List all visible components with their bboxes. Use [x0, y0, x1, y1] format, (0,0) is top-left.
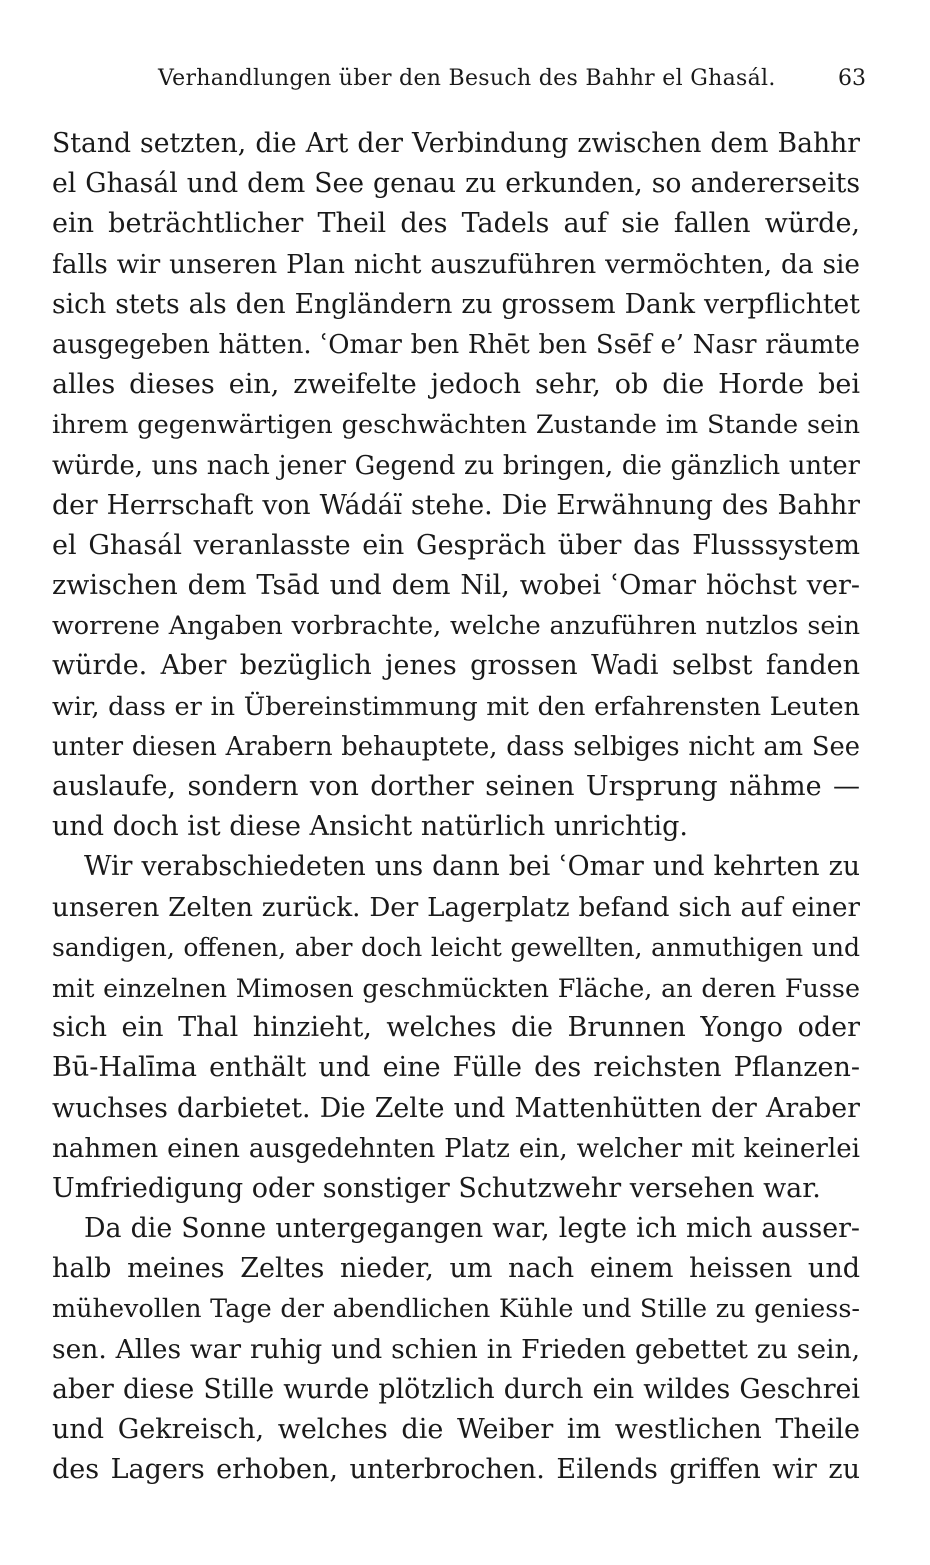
- text-line: sich ein Thal hinzieht, welches die Brunnen Yongo oder: [52, 1012, 860, 1044]
- text-line: halb meines Zeltes nieder, um nach einem heissen und: [52, 1253, 860, 1285]
- text-line: Bū-Halīma enthält und eine Fülle des reichsten Pflanzen-: [52, 1052, 860, 1084]
- text-line: aber diese Stille wurde plötzlich durch ein wildes Geschrei: [52, 1373, 860, 1405]
- text-line: Stand setzten, die Art der Verbindung zwischen dem Bahhr: [52, 128, 860, 159]
- text-line: Da die Sonne untergegangen war, legte ich mich ausser-: [84, 1213, 860, 1245]
- text-line: unseren Zelten zurück. Der Lagerplatz befand sich auf einer: [52, 892, 860, 923]
- text-line: ausgegeben hätten. ʿOmar ben Rhēt ben Ssēf e’ Nasr räumte: [52, 329, 860, 360]
- text-line: sandigen, offenen, aber doch leicht gewellten, anmuthigen und: [52, 932, 860, 962]
- text-line: el Ghasál und dem See genau zu erkunden, so andererseits: [52, 168, 860, 200]
- text-line: und Gekreisch, welches die Weiber im westlichen Theile: [52, 1414, 860, 1445]
- paragraph-1: [52, 124, 860, 847]
- body-text: [52, 124, 860, 1490]
- text-line: und doch ist diese Ansicht natürlich unrichtig.: [52, 811, 689, 843]
- text-line: unter diesen Arabern behauptete, dass selbiges nicht am See: [52, 731, 860, 762]
- text-line: auslaufe, sondern von dorther seinen Ursprung nähme —: [52, 771, 860, 802]
- text-line: würde, uns nach jener Gegend zu bringen, die gänzlich unter: [52, 450, 860, 481]
- text-line: mit einzelnen Mimosen geschmückten Fläche, an deren Fusse: [52, 972, 860, 1003]
- text-line: zwischen dem Tsād und dem Nil, wobei ʿOmar höchst ver-: [52, 570, 860, 602]
- text-line: nahmen einen ausgedehnten Platz ein, welcher mit keinerlei: [52, 1133, 860, 1164]
- text-line: ihrem gegenwärtigen geschwächten Zustande im Stande sein: [52, 410, 860, 441]
- text-line: des Lagers erhoben, unterbrochen. Eilends griffen wir zu: [52, 1454, 860, 1486]
- paragraph-2: [52, 847, 860, 1209]
- text-line: der Herrschaft von Wádáï stehe. Die Erwähnung des Bahhr: [52, 489, 860, 521]
- paragraph-3: [52, 1209, 860, 1490]
- running-head: Verhandlungen über den Besuch des Bahhr el Ghasál.: [158, 66, 776, 91]
- text-line: alles dieses ein, zweifelte jedoch sehr, ob die Horde bei: [52, 369, 860, 401]
- text-line: worrene Angaben vorbrachte, welche anzuführen nutzlos sein: [52, 611, 860, 642]
- text-line: Umfriedigung oder sonstiger Schutzwehr versehen war.: [52, 1172, 821, 1204]
- text-line: wir, dass er in Übereinstimmung mit den erfahrensten Leuten: [52, 691, 860, 722]
- page-number: 63: [838, 66, 866, 91]
- text-line: mühevollen Tage der abendlichen Kühle und Stille zu geniess-: [52, 1294, 860, 1325]
- text-line: el Ghasál veranlasste ein Gespräch über das Flusssystem: [52, 529, 860, 561]
- text-line: wuchses darbietet. Die Zelte und Mattenhütten der Araber: [52, 1092, 860, 1124]
- text-line: falls wir unseren Plan nicht auszuführen vermöchten, da sie: [52, 249, 860, 280]
- text-line: Wir verabschiedeten uns dann bei ʿOmar und kehrten zu: [84, 851, 860, 883]
- text-line: ein beträchtlicher Theil des Tadels auf sie fallen würde,: [52, 208, 860, 240]
- text-line: sen. Alles war ruhig und schien in Frieden gebettet zu sein,: [52, 1333, 860, 1365]
- text-line: sich stets als den Engländern zu grossem Dank verpflichtet: [52, 288, 860, 320]
- text-line: würde. Aber bezüglich jenes grossen Wadi selbst fanden: [52, 650, 860, 682]
